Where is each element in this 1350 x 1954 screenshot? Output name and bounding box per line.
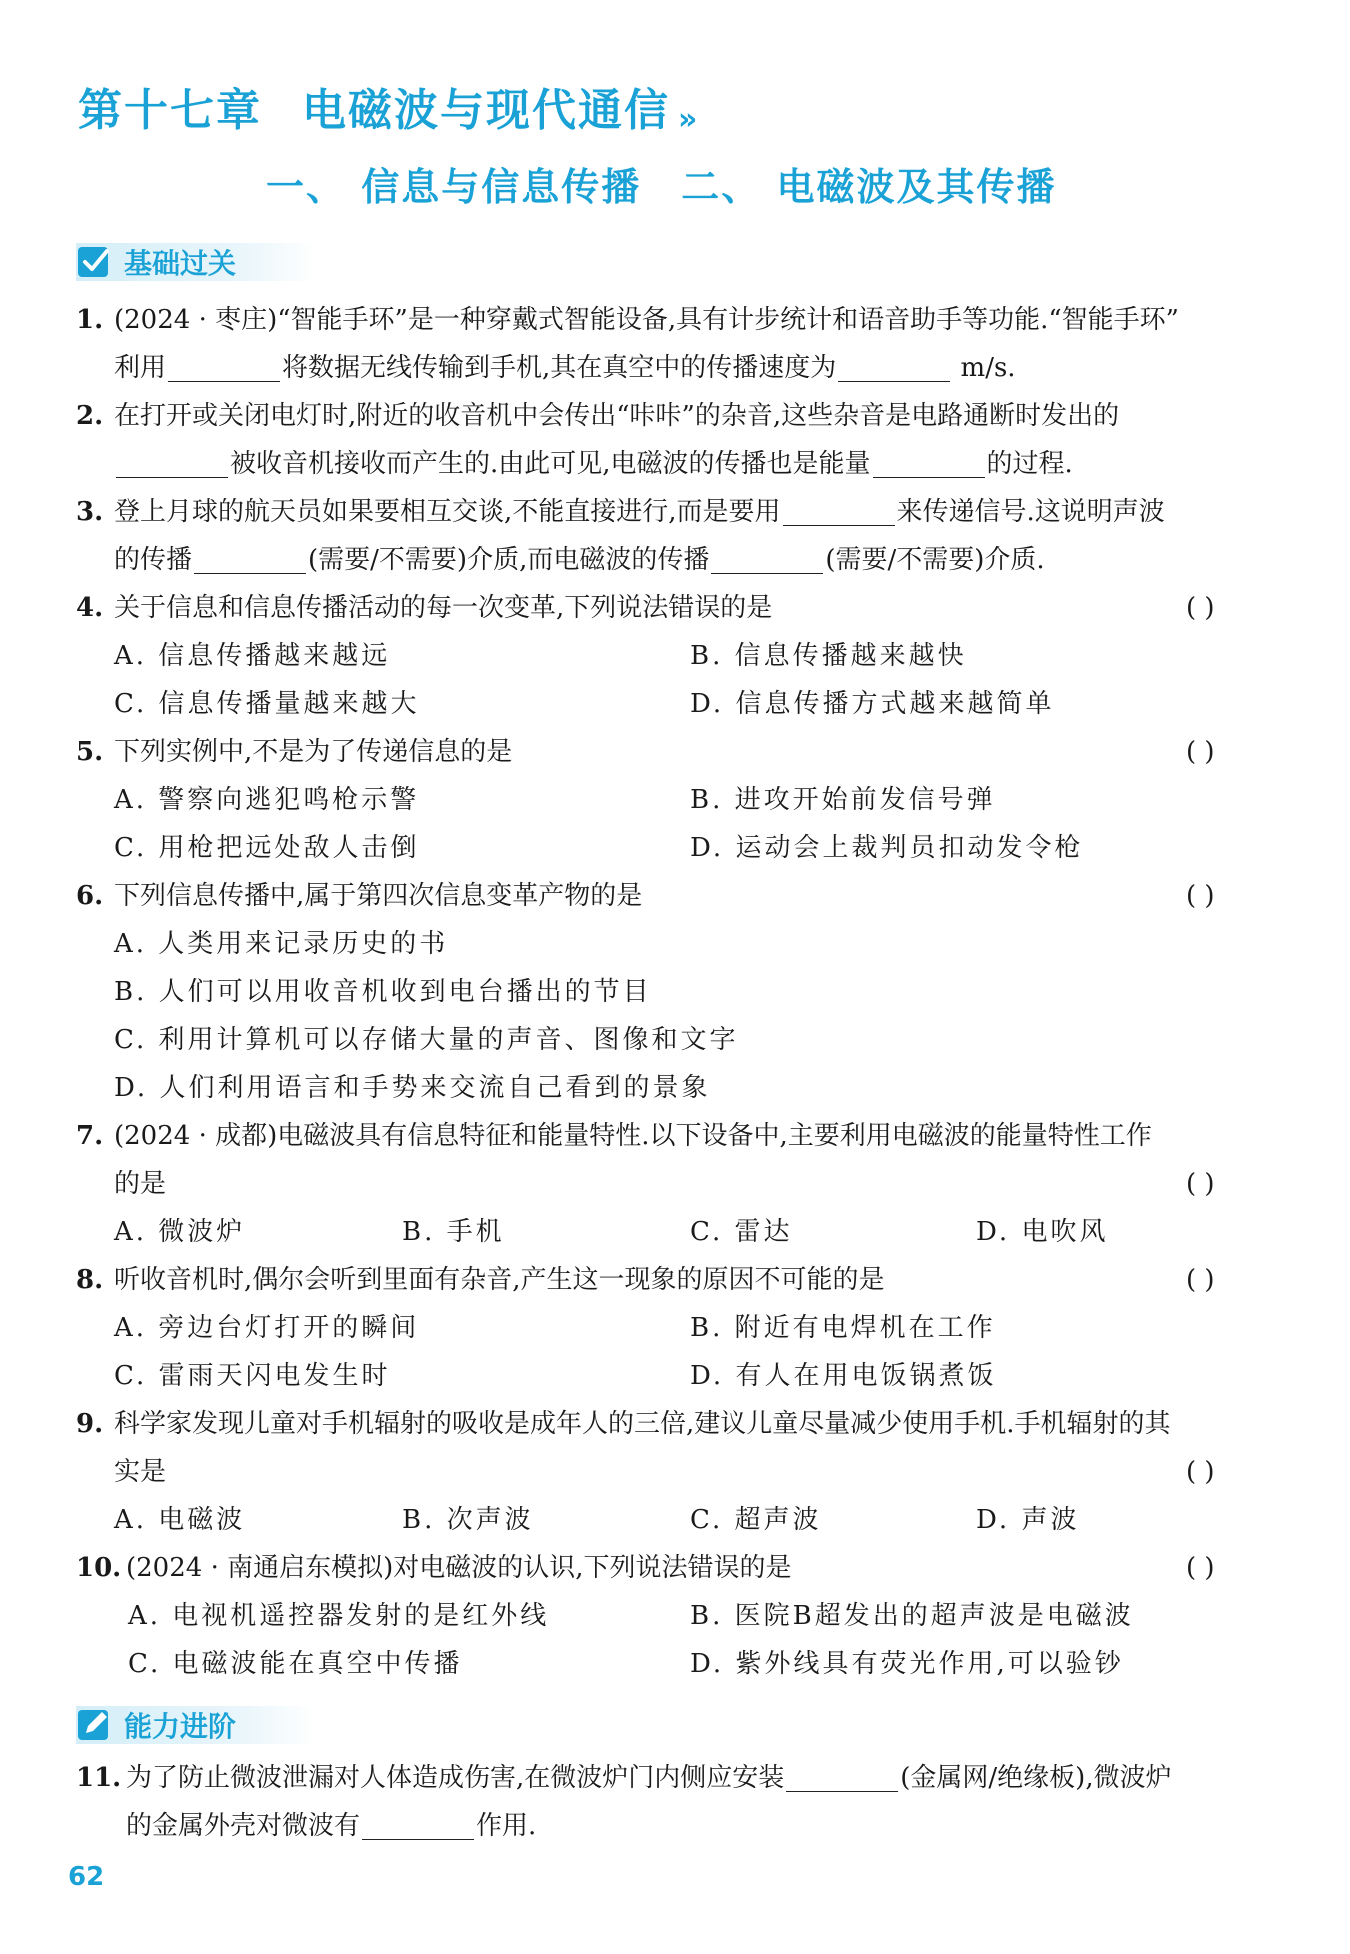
option-a[interactable]: A. 电视机遥控器发射的是红外线 bbox=[128, 1601, 550, 1631]
option-d[interactable]: D. 信息传播方式越来越简单 bbox=[690, 689, 1055, 719]
question-number: 11. bbox=[76, 1763, 122, 1793]
option-d[interactable]: D. 紫外线具有荧光作用,可以验钞 bbox=[690, 1649, 1124, 1679]
question-number: 7. bbox=[76, 1121, 104, 1151]
question-text: 的传播 bbox=[114, 545, 193, 575]
option-d[interactable]: D. 有人在用电饭锅煮饭 bbox=[690, 1361, 997, 1391]
answer-blank[interactable] bbox=[786, 1763, 898, 1792]
question-number: 6. bbox=[76, 881, 104, 911]
question-text: 将数据无线传输到手机,其在真空中的传播速度为 bbox=[282, 353, 837, 383]
option-a[interactable]: A. 警察向逃犯鸣枪示警 bbox=[114, 785, 420, 815]
option-b[interactable]: B. 进攻开始前发信号弹 bbox=[690, 785, 996, 815]
checkbox-pencil-icon bbox=[76, 1706, 114, 1744]
section-title-1: 一、 信息与信息传播 bbox=[266, 165, 642, 209]
option-c[interactable]: C. 雷达 bbox=[690, 1217, 793, 1247]
chapter-number: 第十七章 bbox=[78, 85, 262, 136]
answer-paren[interactable]: ( ) bbox=[1186, 1457, 1215, 1487]
page-number: 62 bbox=[68, 1862, 105, 1892]
question-number: 5. bbox=[76, 737, 104, 767]
question-text: (2024 · 枣庄)“智能手环”是一种穿戴式智能设备,具有计步统计和语音助手等功能.“智能手环” bbox=[114, 305, 1179, 335]
option-b[interactable]: B. 次声波 bbox=[402, 1505, 534, 1535]
question-text: (2024 · 南通启东模拟)对电磁波的认识,下列说法错误的是 bbox=[126, 1553, 792, 1583]
answer-blank[interactable] bbox=[711, 545, 823, 574]
section-title-2: 二、 电磁波及其传播 bbox=[681, 165, 1057, 209]
answer-blank[interactable] bbox=[362, 1811, 474, 1840]
option-c[interactable]: C. 信息传播量越来越大 bbox=[114, 689, 420, 719]
answer-paren[interactable]: ( ) bbox=[1186, 737, 1215, 767]
label-advanced-text: 能力进阶 bbox=[124, 1710, 237, 1743]
question-text: 利用 bbox=[114, 353, 167, 383]
option-a[interactable]: A. 信息传播越来越远 bbox=[114, 641, 391, 671]
question-text: 登上月球的航天员如果要相互交谈,不能直接进行,而是要用 bbox=[114, 497, 781, 527]
question-text: 的金属外壳对微波有 bbox=[126, 1811, 361, 1841]
label-basic-text: 基础过关 bbox=[124, 247, 237, 280]
question-text: 为了防止微波泄漏对人体造成伤害,在微波炉门内侧应安装 bbox=[126, 1763, 785, 1793]
question-text: (金属网/绝缘板),微波炉 bbox=[900, 1763, 1172, 1793]
question-number: 8. bbox=[76, 1265, 104, 1295]
option-d[interactable]: D. 人们利用语言和手势来交流自己看到的景象 bbox=[114, 1073, 711, 1103]
question-text: 的过程. bbox=[986, 449, 1073, 479]
option-b[interactable]: B. 医院B超发出的超声波是电磁波 bbox=[690, 1601, 1134, 1631]
option-d[interactable]: D. 声波 bbox=[976, 1505, 1080, 1535]
answer-paren[interactable]: ( ) bbox=[1186, 1169, 1215, 1199]
question-number: 9. bbox=[76, 1409, 104, 1439]
answer-blank[interactable] bbox=[168, 353, 280, 382]
question-text: 下列实例中,不是为了传递信息的是 bbox=[114, 737, 513, 767]
option-b[interactable]: B. 信息传播越来越快 bbox=[690, 641, 967, 671]
option-d[interactable]: D. 运动会上裁判员扣动发令枪 bbox=[690, 833, 1084, 863]
question-text: 的是 bbox=[114, 1169, 167, 1199]
question-number: 2. bbox=[76, 401, 104, 431]
option-c[interactable]: C. 电磁波能在真空中传播 bbox=[128, 1649, 463, 1679]
question-text: 下列信息传播中,属于第四次信息变革产物的是 bbox=[114, 881, 643, 911]
question-text: (需要/不需要)介质. bbox=[825, 545, 1045, 575]
answer-blank[interactable] bbox=[194, 545, 306, 574]
option-b[interactable]: B. 人们可以用收音机收到电台播出的节目 bbox=[114, 977, 652, 1007]
answer-blank[interactable] bbox=[116, 449, 228, 478]
label-basic bbox=[76, 243, 316, 281]
option-b[interactable]: B. 附近有电焊机在工作 bbox=[690, 1313, 996, 1343]
question-text: (需要/不需要)介质,而电磁波的传播 bbox=[308, 545, 710, 575]
option-b[interactable]: B. 手机 bbox=[402, 1217, 505, 1247]
question-number: 1. bbox=[76, 305, 104, 335]
answer-paren[interactable]: ( ) bbox=[1186, 593, 1215, 623]
question-text: 科学家发现儿童对手机辐射的吸收是成年人的三倍,建议儿童尽量减少使用手机.手机辐射的其 bbox=[114, 1409, 1171, 1439]
question-text: 被收音机接收而产生的.由此可见,电磁波的传播也是能量 bbox=[230, 449, 871, 479]
option-a[interactable]: A. 微波炉 bbox=[114, 1217, 246, 1247]
chapter-title bbox=[78, 74, 699, 138]
question-text: 关于信息和信息传播活动的每一次变革,下列说法错误的是 bbox=[114, 593, 773, 623]
option-c[interactable]: C. 雷雨天闪电发生时 bbox=[114, 1361, 391, 1391]
chevron-right-icon: » bbox=[678, 102, 700, 137]
option-c[interactable]: C. 利用计算机可以存储大量的声音、图像和文字 bbox=[114, 1025, 739, 1055]
answer-paren[interactable]: ( ) bbox=[1186, 881, 1215, 911]
option-a[interactable]: A. 电磁波 bbox=[114, 1505, 246, 1535]
question-text: 作用. bbox=[476, 1811, 537, 1841]
question-text: 在打开或关闭电灯时,附近的收音机中会传出“咔咔”的杂音,这些杂音是电路通断时发出的 bbox=[114, 401, 1120, 431]
option-a[interactable]: A. 人类用来记录历史的书 bbox=[114, 929, 449, 959]
option-a[interactable]: A. 旁边台灯打开的瞬间 bbox=[114, 1313, 420, 1343]
answer-blank[interactable] bbox=[783, 497, 895, 526]
option-c[interactable]: C. 超声波 bbox=[690, 1505, 822, 1535]
question-number: 10. bbox=[76, 1553, 122, 1583]
question-text: 来传递信号.这说明声波 bbox=[896, 497, 1165, 527]
answer-blank[interactable] bbox=[838, 353, 950, 382]
option-d[interactable]: D. 电吹风 bbox=[976, 1217, 1109, 1247]
answer-paren[interactable]: ( ) bbox=[1186, 1553, 1215, 1583]
answer-blank[interactable] bbox=[873, 449, 985, 478]
checkbox-pencil-icon bbox=[76, 243, 114, 281]
question-text: (2024 · 成都)电磁波具有信息特征和能量特性.以下设备中,主要利用电磁波的能量特性工作 bbox=[114, 1121, 1152, 1151]
question-text: 实是 bbox=[114, 1457, 167, 1487]
chapter-name: 电磁波与现代通信 bbox=[302, 85, 670, 136]
section-titles bbox=[266, 156, 1056, 211]
question-text: m/s. bbox=[960, 353, 1016, 383]
question-number: 4. bbox=[76, 593, 104, 623]
question-text: 听收音机时,偶尔会听到里面有杂音,产生这一现象的原因不可能的是 bbox=[114, 1265, 885, 1295]
answer-paren[interactable]: ( ) bbox=[1186, 1265, 1215, 1295]
option-c[interactable]: C. 用枪把远处敌人击倒 bbox=[114, 833, 420, 863]
question-number: 3. bbox=[76, 497, 104, 527]
label-advanced bbox=[76, 1706, 316, 1744]
